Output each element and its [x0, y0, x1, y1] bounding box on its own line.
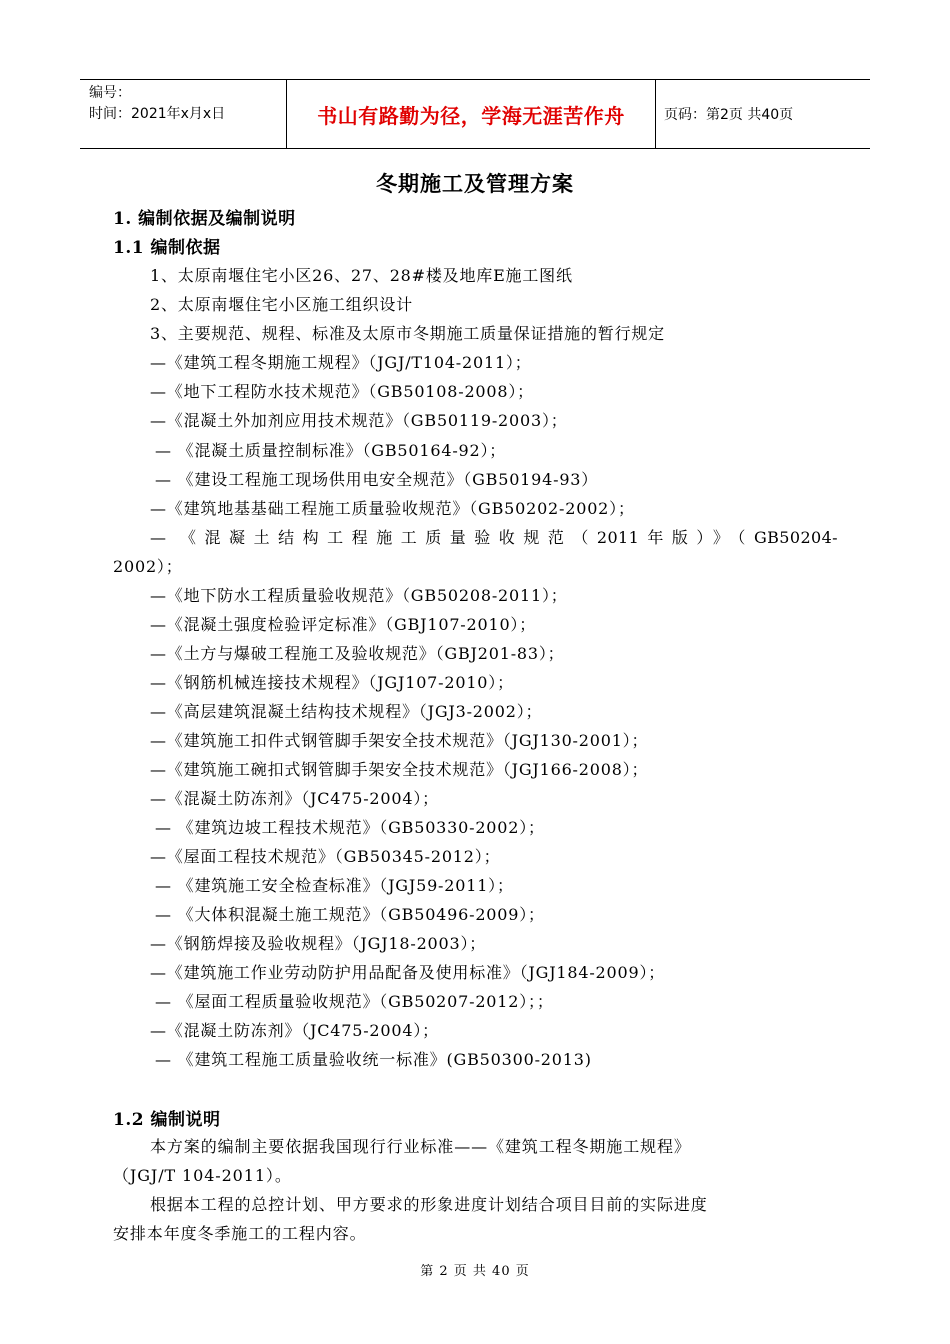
basis-item: 2、太原南堰住宅小区施工组织设计: [150, 295, 413, 314]
page-footer: 第 2 页 共 40 页: [420, 1264, 530, 1279]
standard-item: —《屋面工程技术规范》（GB50345-2012）；: [150, 847, 501, 866]
paragraph-1-line-1: 本方案的编制主要依据我国现行行业标准——《建筑工程冬期施工规程》: [150, 1137, 691, 1156]
header-page-info: 页码：第2页 共40页: [664, 107, 794, 123]
section-1-2-heading: 1.2 编制说明: [113, 1110, 221, 1130]
standard-item: —《混凝土外加剂应用技术规范》（GB50119-2003）；: [150, 411, 568, 430]
standard-item: —《土方与爆破工程施工及验收规范》（GBJ201-83）；: [150, 644, 565, 663]
section-1-heading: 1. 编制依据及编制说明: [113, 209, 296, 229]
standard-item: —《建筑施工作业劳动防护用品配备及使用标准》（JGJ184-2009）；: [150, 963, 666, 982]
standard-item: — 《混凝土结构工程施工质量验收规范（2011年版）》（GB50204-: [150, 528, 838, 547]
standard-item: —《建筑施工碗扣式钢管脚手架安全技术规范》（JGJ166-2008）；: [150, 760, 649, 779]
standard-item: — 《建筑施工安全检查标准》（JGJ59-2011）；: [155, 876, 514, 895]
standard-item: —《建筑施工扣件式钢管脚手架安全技术规范》（JGJ130-2001）；: [150, 731, 649, 750]
document-title: 冬期施工及管理方案: [376, 171, 574, 196]
document-number-label: 编号：: [89, 85, 131, 101]
standard-item: — 《建筑工程施工质量验收统一标准》(GB50300-2013): [155, 1050, 592, 1069]
standard-item: —《混凝土防冻剂》（JC475-2004）；: [150, 789, 439, 808]
basis-item: 3、主要规范、规程、标准及太原市冬期施工质量保证措施的暂行规定: [150, 324, 665, 343]
standard-item: —《钢筋焊接及验收规程》（JGJ18-2003）；: [150, 934, 487, 953]
page-header: [80, 79, 870, 149]
basis-item: 1、太原南堰住宅小区26、27、28#楼及地库E施工图纸: [150, 266, 573, 285]
standard-item-continuation: 2002）；: [113, 557, 183, 576]
standard-item: —《钢筋机械连接技术规程》（JGJ107-2010）；: [150, 673, 514, 692]
standard-item: — 《屋面工程质量验收规范》（GB50207-2012）；；: [155, 992, 554, 1011]
header-motto: 书山有路勤为径，学海无涯苦作舟: [287, 80, 656, 148]
standard-item: —《建筑地基基础工程施工质量验收规范》（GB50202-2002）；: [150, 499, 635, 518]
standard-item: —《地下工程防水技术规范》（GB50108-2008）；: [150, 382, 534, 401]
standard-item: — 《混凝土质量控制标准》（GB50164-92）；: [155, 441, 507, 460]
standard-item: —《地下防水工程质量验收规范》（GB50208-2011）；: [150, 586, 568, 605]
standard-item: — 《大体积混凝土施工规范》（GB50496-2009）；: [155, 905, 545, 924]
paragraph-2-line-1: 根据本工程的总控计划、甲方要求的形象进度计划结合项目目前的实际进度: [150, 1195, 708, 1214]
standard-item: — 《建设工程施工现场供用电安全规范》（GB50194-93）: [155, 470, 599, 489]
standard-item: —《高层建筑混凝土结构技术规程》（JGJ3-2002）；: [150, 702, 543, 721]
standard-item: —《混凝土防冻剂》（JC475-2004）；: [150, 1021, 439, 1040]
paragraph-1-line-2: （JGJ/T 104-2011）。: [113, 1166, 292, 1185]
header-meta: [80, 80, 287, 148]
section-1-1-heading: 1.1 编制依据: [113, 238, 221, 258]
standard-item: —《混凝土强度检验评定标准》（GBJ107-2010）；: [150, 615, 537, 634]
standard-item: — 《建筑边坡工程技术规范》（GB50330-2002）；: [155, 818, 545, 837]
paragraph-2-line-2: 安排本年度冬季施工的工程内容。: [113, 1224, 367, 1243]
document-time-label: 时间：2021年x月x日: [89, 106, 226, 122]
standard-item: —《建筑工程冬期施工规程》（JGJ/T104-2011）；: [150, 353, 532, 372]
